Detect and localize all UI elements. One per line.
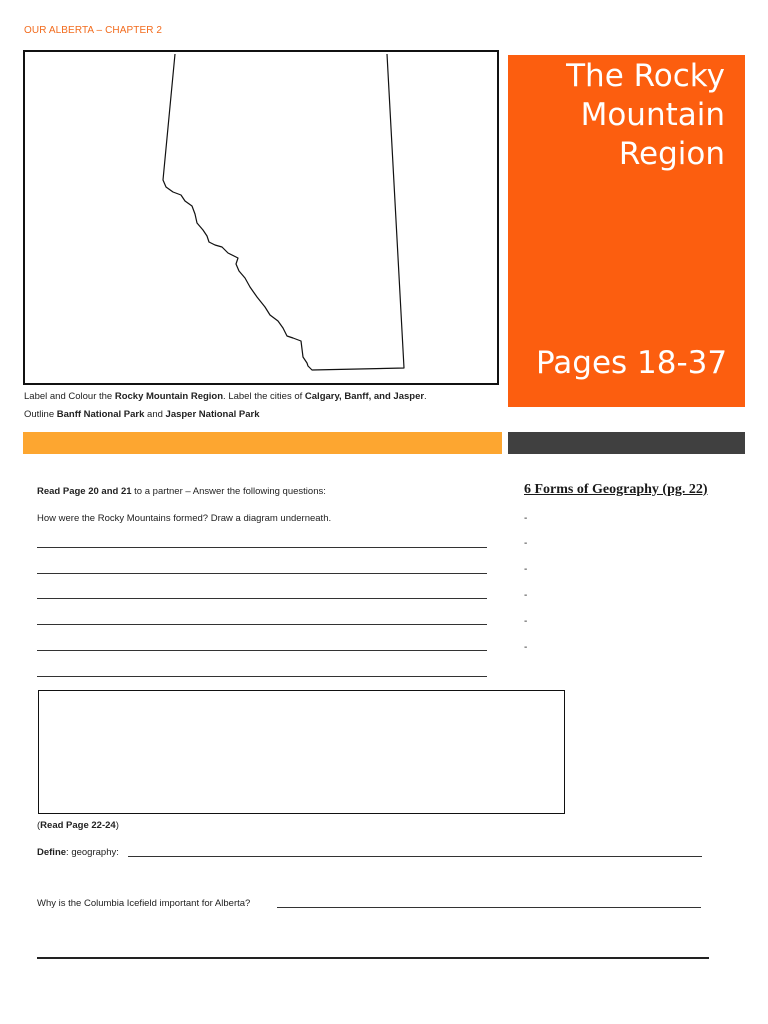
read-intro-text: to a partner – Answer the following questions: [131, 486, 326, 497]
instr-text: . Label the cities of [223, 391, 305, 402]
map-instruction-line-2 [24, 409, 260, 420]
forms-of-geography-title: 6 Forms of Geography (pg. 22) [524, 482, 708, 497]
paren-open: ( [37, 820, 41, 831]
paren-close: ) [115, 820, 119, 831]
define-answer-line[interactable] [128, 856, 702, 857]
question-columbia-icefield: Why is the Columbia Icefield important for Alberta? [37, 898, 251, 909]
define-bold: Define [37, 847, 67, 858]
answer-line[interactable] [37, 547, 487, 548]
map-instruction-line-1 [24, 391, 427, 402]
alberta-map-box [23, 50, 499, 385]
title-line: Region [618, 136, 725, 172]
form-dash: - [524, 642, 528, 653]
answer-line[interactable] [37, 598, 487, 599]
read-intro-bold: Read Page 20 and 21 [37, 486, 132, 497]
read-page-22 [37, 820, 119, 831]
instr-text: Label and Colour the [24, 391, 115, 402]
read-intro [37, 486, 326, 497]
question-mountains-formed: How were the Rocky Mountains formed? Draw a diagram underneath. [37, 513, 332, 524]
answer-line[interactable] [37, 624, 487, 625]
diagram-drawing-box[interactable] [38, 690, 565, 814]
divider-bar-dark [508, 432, 745, 454]
define-geography [37, 847, 119, 858]
instr-text: . [424, 391, 427, 402]
icefield-answer-line[interactable] [277, 907, 701, 908]
answer-line[interactable] [37, 650, 487, 651]
title-panel [508, 55, 745, 407]
instr-text: Outline [24, 409, 57, 420]
divider-bar-orange [23, 432, 502, 454]
answer-line[interactable] [37, 573, 487, 574]
form-dash: - [524, 538, 528, 549]
form-dash: - [524, 564, 528, 575]
form-dash: - [524, 616, 528, 627]
title-line: The Rocky [566, 58, 725, 94]
form-dash: - [524, 590, 528, 601]
chapter-title [566, 57, 725, 174]
alberta-outline-map [25, 52, 497, 383]
pages-range: Pages 18-37 [536, 345, 728, 381]
instr-text: and [144, 409, 166, 420]
form-dash: - [524, 513, 528, 524]
instr-bold: Calgary, Banff, and Jasper [304, 391, 425, 402]
define-text: : geography: [66, 847, 119, 858]
instr-bold: Banff National Park [56, 409, 145, 420]
final-answer-line[interactable] [37, 957, 709, 959]
answer-line[interactable] [37, 676, 487, 677]
read-page-22-bold: Read Page 22-24 [40, 820, 116, 831]
instr-bold: Jasper National Park [165, 409, 260, 420]
title-line: Mountain [580, 97, 725, 133]
chapter-header: OUR ALBERTA – CHAPTER 2 [24, 25, 163, 36]
instr-bold: Rocky Mountain Region [114, 391, 224, 402]
